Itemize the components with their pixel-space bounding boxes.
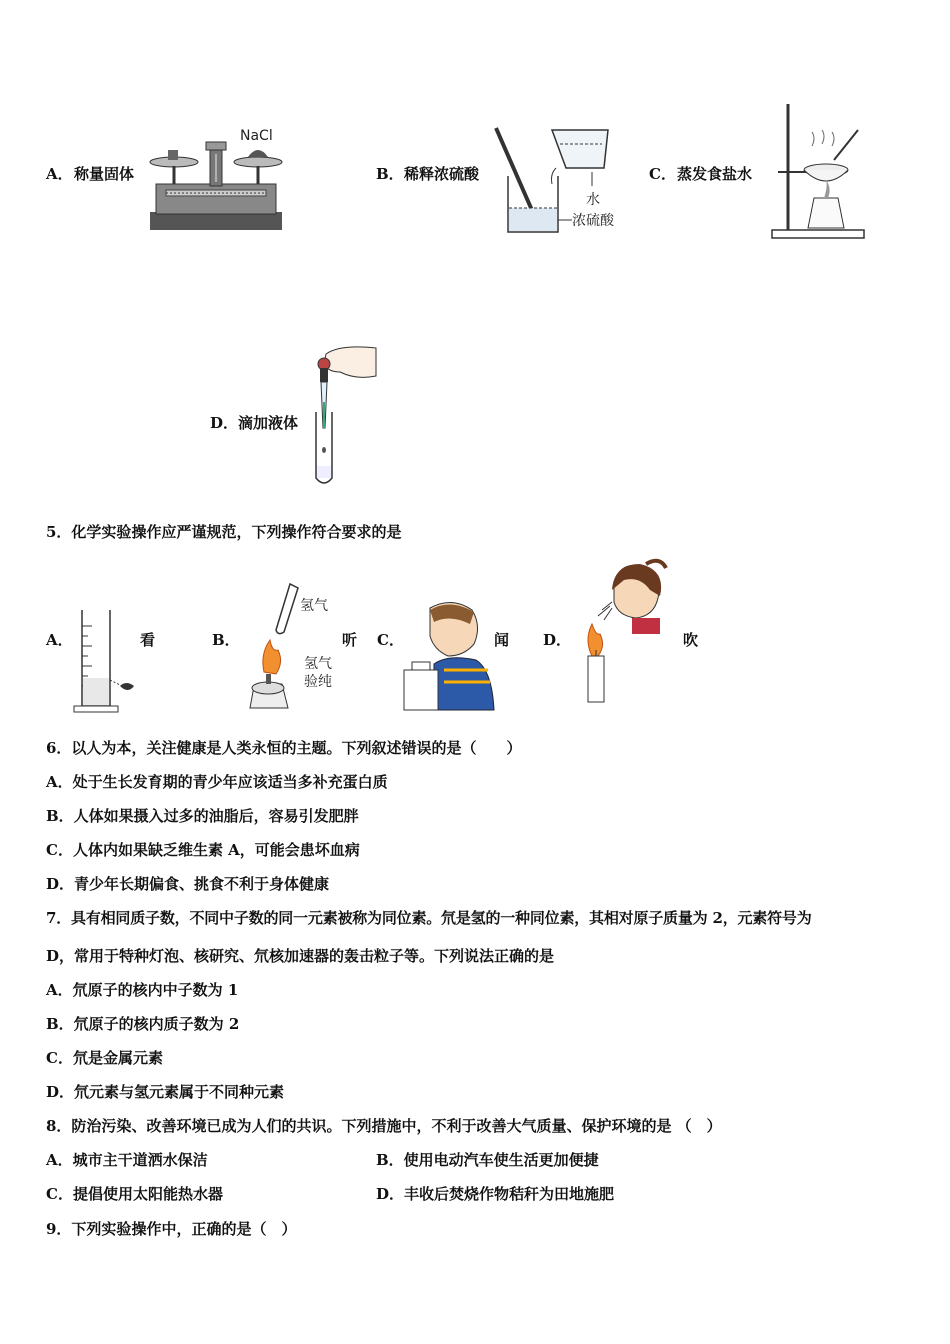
q5-option-a-letter: A． bbox=[46, 631, 73, 649]
q5-option-c-letter: C． bbox=[377, 631, 404, 649]
q6-option-a: A．处于生长发育期的青少年应该适当多补充蛋白质 bbox=[46, 773, 388, 791]
q5-stem: 5．化学实验操作应严谨规范，下列操作符合要求的是 bbox=[46, 523, 402, 541]
q5-option-b-letter: B． bbox=[212, 631, 240, 649]
q4-option-b-letter: B． bbox=[376, 165, 404, 183]
q4-option-c-letter: C． bbox=[649, 165, 676, 183]
nacl-label: NaCl bbox=[240, 128, 273, 144]
q5-option-d-letter: D． bbox=[543, 631, 572, 649]
q7-option-b: B．氘原子的核内质子数为 2 bbox=[46, 1015, 240, 1033]
q6-option-b: B．人体如果摄入过多的油脂后，容易引发肥胖 bbox=[46, 807, 359, 825]
q8-option-c: C．提倡使用太阳能热水器 bbox=[46, 1185, 223, 1203]
q7-option-a: A．氘原子的核内中子数为 1 bbox=[46, 981, 239, 999]
q5-option-a-text: 看 bbox=[140, 631, 156, 649]
q4-option-b-text: 稀释浓硫酸 bbox=[404, 165, 480, 183]
q8-option-d: D．丰收后焚烧作物秸秆为田地施肥 bbox=[376, 1185, 615, 1203]
q7-stem-line2: D，常用于特种灯泡、核研究、氘核加速器的轰击粒子等。下列说法正确的是 bbox=[46, 947, 555, 965]
purity-test-label: 验纯 bbox=[304, 674, 332, 690]
evaporation-figure bbox=[768, 102, 868, 240]
q6-stem: 6．以人为本，关注健康是人类永恒的主题。下列叙述错误的是（ ） bbox=[46, 739, 522, 757]
hydrogen-label-top: 氢气 bbox=[300, 598, 328, 614]
cylinder-reading-figure bbox=[70, 606, 142, 714]
q4-option-d-letter: D． bbox=[210, 414, 239, 432]
q5-option-b-text: 听 bbox=[342, 631, 358, 649]
q7-option-c: C．氘是金属元素 bbox=[46, 1049, 163, 1067]
dropper-figure bbox=[300, 342, 382, 488]
hydrogen-test-figure bbox=[240, 580, 344, 714]
balance-scale-figure bbox=[146, 124, 286, 234]
acid-label: 浓硫酸 bbox=[572, 213, 614, 229]
q8-option-a: A．城市主干道洒水保洁 bbox=[46, 1151, 208, 1169]
blowing-figure bbox=[574, 556, 674, 708]
hydrogen-label: 氢气 bbox=[304, 656, 332, 672]
q4-option-a-letter: A． bbox=[46, 165, 73, 183]
q7-option-d: D．氘元素与氢元素属于不同种元素 bbox=[46, 1083, 285, 1101]
q5-option-c-text: 闻 bbox=[494, 631, 510, 649]
q6-option-c: C．人体内如果缺乏维生素 A，可能会患坏血病 bbox=[46, 841, 360, 859]
q4-option-d-text: 滴加液体 bbox=[238, 414, 299, 432]
q5-option-d-text: 吹 bbox=[683, 631, 699, 649]
dilute-acid-figure bbox=[490, 124, 635, 236]
q8-stem: 8．防治污染、改善环境已成为人们的共识。下列措施中，不利于改善大气质量、保护环境的是 （ ） bbox=[46, 1117, 722, 1135]
water-label: 水 bbox=[586, 192, 600, 208]
q6-option-d: D．青少年长期偏食、挑食不利于身体健康 bbox=[46, 875, 330, 893]
smelling-figure bbox=[404, 600, 496, 712]
q9-stem: 9．下列实验操作中，正确的是（ ） bbox=[46, 1220, 297, 1238]
q8-option-b: B．使用电动汽车使生活更加便捷 bbox=[376, 1151, 599, 1169]
q7-stem-line1: 7．具有相同质子数，不同中子数的同一元素被称为同位素。氘是氢的一种同位素，其相对原子质量为 2，元素符号为 bbox=[46, 909, 812, 927]
q4-option-c-text: 蒸发食盐水 bbox=[677, 165, 753, 183]
q4-option-a-text: 称量固体 bbox=[74, 165, 135, 183]
